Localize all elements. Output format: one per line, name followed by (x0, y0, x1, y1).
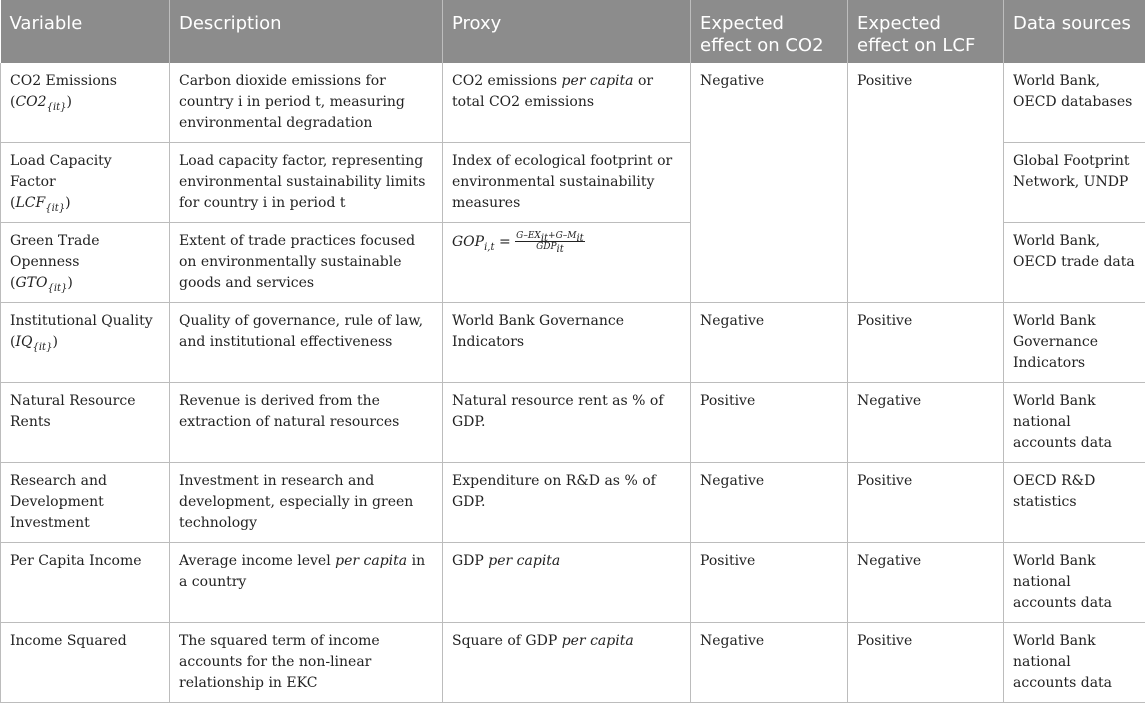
cell-variable: Institutional Quality $(IQ_{\{it\}})$ (1, 303, 170, 383)
proxy-text: CO2 emissions (452, 73, 562, 89)
cell-proxy: World Bank Governance Indicators (443, 303, 691, 383)
cell-effect-lcf: Negative (848, 383, 1004, 463)
variable-subscript: {it} (32, 341, 53, 353)
cell-source: OECD R&D statistics (1004, 463, 1145, 543)
proxy-emphasis: per capita (561, 633, 634, 649)
variable-subscript: {it} (46, 101, 67, 113)
num-sub: it (540, 232, 549, 244)
cell-variable: CO2 Emissions $(CO2_{\{it\}})$ (1, 63, 170, 143)
cell-source: World Bank, OECD databases (1004, 63, 1145, 143)
proxy-emphasis: per capita (488, 553, 561, 569)
cell-proxy (443, 623, 691, 703)
cell-effect-co2: Negative (691, 623, 848, 703)
den-sub: it (556, 243, 564, 255)
den-term: GDP (536, 242, 557, 252)
cell-variable: Income Squared (1, 623, 170, 703)
variable-name: Institutional Quality (10, 313, 153, 329)
formula-equals: = (498, 233, 511, 250)
description-text: Average income level (179, 553, 336, 569)
formula-lhs: GOP (452, 233, 485, 250)
variable-name: Load Capacity Factor (10, 153, 112, 190)
cell-proxy: Index of ecological footprint or environmental sustainability measures (443, 143, 691, 223)
header-description: Description (170, 0, 443, 63)
proxy-text: GDP (452, 553, 489, 569)
table-row (1, 303, 1145, 383)
cell-proxy: Natural resource rent as % of GDP. (443, 383, 691, 463)
cell-effect-lcf: Positive (848, 623, 1004, 703)
cell-description: The squared term of income accounts for the non-linear relationship in EKC (170, 623, 443, 703)
cell-source: World Bank, OECD trade data (1004, 223, 1145, 303)
cell-effect-co2: Negative (691, 303, 848, 383)
cell-proxy (443, 63, 691, 143)
cell-description (170, 543, 443, 623)
variable-symbol: LCF (15, 195, 46, 211)
cell-effect-co2: Negative (691, 63, 848, 303)
cell-proxy: Expenditure on R&D as % of GDP. (443, 463, 691, 543)
table-row (1, 63, 1145, 143)
cell-effect-lcf: Negative (848, 543, 1004, 623)
cell-variable: Research and Development Investment (1, 463, 170, 543)
cell-proxy (443, 543, 691, 623)
formula-lhs-sub: i,t (484, 241, 495, 253)
cell-effect-co2: Positive (691, 383, 848, 463)
description-emphasis: per capita (335, 553, 408, 569)
cell-description: Extent of trade practices focused on environmentally sustainable goods and services (170, 223, 443, 303)
variable-symbol: CO2 (15, 94, 47, 110)
cell-description: Quality of governance, rule of law, and institutional effectiveness (170, 303, 443, 383)
cell-proxy-formula (443, 223, 691, 303)
proxy-emphasis: per capita (561, 73, 634, 89)
formula (452, 231, 585, 255)
formula-fraction (515, 231, 585, 255)
cell-variable: Load Capacity Factor $(LCF_{\{it\}})$ (1, 143, 170, 223)
cell-effect-lcf: Positive (848, 463, 1004, 543)
cell-source: World Bank national accounts data (1004, 383, 1145, 463)
variable-symbol: IQ (15, 334, 33, 350)
variable-name: Green Trade Openness (10, 233, 100, 270)
cell-source: World Bank Governance Indicators (1004, 303, 1145, 383)
cell-effect-lcf: Positive (848, 303, 1004, 383)
header-proxy: Proxy (443, 0, 691, 63)
header-effect-co2: Expected effect on CO2 (691, 0, 848, 63)
table-row (1, 383, 1145, 463)
formula-numerator (515, 231, 585, 242)
cell-source: World Bank national accounts data (1004, 623, 1145, 703)
cell-description: Load capacity factor, representing environmental sustainability limits for country i in period t (170, 143, 443, 223)
cell-variable: Per Capita Income (1, 543, 170, 623)
description-text: in a country (179, 553, 426, 590)
proxy-text: or total CO2 emissions (452, 73, 654, 110)
variable-subscript: {it} (47, 282, 68, 294)
proxy-text: Square of GDP (452, 633, 562, 649)
header-effect-lcf: Expected effect on LCF (848, 0, 1004, 63)
num-term: +G–M (548, 231, 577, 241)
variable-symbol: GTO (15, 275, 48, 291)
cell-variable: Green Trade Openness $(GTO_{\{it\}})$ (1, 223, 170, 303)
variable-subscript: {it} (45, 202, 66, 214)
table-row (1, 463, 1145, 543)
cell-effect-co2: Negative (691, 463, 848, 543)
cell-description: Carbon dioxide emissions for country i in period t, measuring environmental degradation (170, 63, 443, 143)
cell-effect-co2: Positive (691, 543, 848, 623)
cell-source: World Bank national accounts data (1004, 543, 1145, 623)
header-variable: Variable (1, 0, 170, 63)
table-row (1, 623, 1145, 703)
cell-description: Revenue is derived from the extraction of natural resources (170, 383, 443, 463)
variable-name: CO2 Emissions (10, 73, 117, 89)
num-term: G–EX (516, 231, 541, 241)
cell-variable: Natural Resource Rents (1, 383, 170, 463)
formula-denominator (535, 242, 565, 255)
cell-description: Investment in research and development, especially in green technology (170, 463, 443, 543)
num-sub: it (576, 232, 584, 244)
header-row (1, 0, 1145, 63)
table-row (1, 543, 1145, 623)
cell-effect-lcf: Positive (848, 63, 1004, 303)
cell-source: Global Footprint Network, UNDP (1004, 143, 1145, 223)
header-data-sources: Data sources (1004, 0, 1145, 63)
